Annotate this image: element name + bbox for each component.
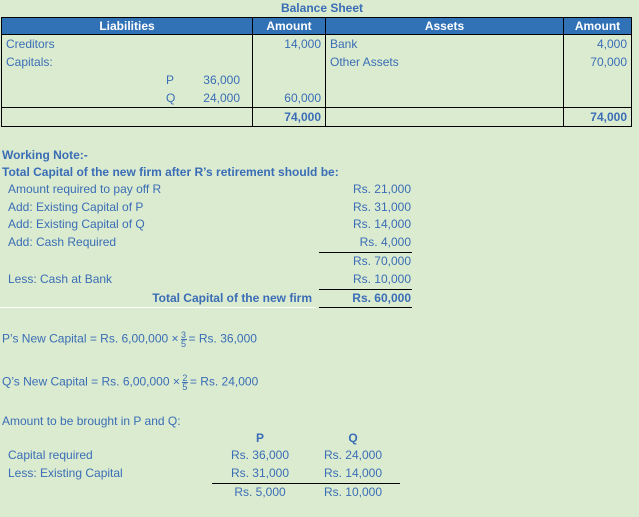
capital-q-label: Q (166, 91, 176, 105)
capital-q-amount: 24,000 (203, 91, 240, 105)
capitals-label: Capitals: (2, 53, 253, 71)
table-row (2, 71, 632, 89)
other-assets-amount: 70,000 (564, 53, 632, 71)
amount-brought-heading: Amount to be brought in P and Q: (2, 414, 181, 428)
balance-sheet-title: Balance Sheet (280, 1, 364, 15)
col-q-header: Q (348, 431, 358, 445)
wn-row-value: Rs. 14,000 (352, 217, 411, 231)
header-amount-liabilities: Amount (253, 18, 326, 35)
wn-row-label: Add: Existing Capital of P (8, 200, 144, 214)
underline (319, 307, 412, 308)
wn-row-label: Amount required to pay off R (8, 182, 162, 196)
capitals-total: 60,000 (253, 89, 326, 108)
ab-row-label: Capital required (8, 448, 93, 462)
ab-row-p: Rs. 31,000 (230, 466, 290, 480)
table-row (2, 35, 632, 54)
balance-sheet-table (1, 17, 632, 127)
assets-total: 74,000 (564, 108, 632, 127)
working-note-subheading: Total Capital of the new firm after R’s retirement should be: (2, 165, 339, 179)
other-assets-label: Other Assets (326, 53, 564, 71)
underline (319, 252, 412, 253)
ab-row-q: Rs. 24,000 (323, 448, 383, 462)
header-amount-assets: Amount (564, 18, 632, 35)
header-liabilities: Liabilities (2, 18, 253, 35)
wn-row-label: Add: Existing Capital of Q (8, 217, 145, 231)
q-new-capital: Q’s New Capital = Rs. 6,00,000 × $\frac{2}{5}$ = Rs. 24,000 (2, 373, 259, 392)
bank-amount: 4,000 (564, 35, 632, 54)
working-note-heading: Working Note:- (2, 148, 88, 162)
fraction-3-5: $\frac{3}{5}$ (181, 330, 187, 349)
table-row (2, 53, 632, 71)
wn-row-value: Rs. 4,000 (359, 235, 411, 249)
wn-subtotal-value: Rs. 70,000 (352, 254, 411, 268)
creditors-amount: 14,000 (253, 35, 326, 54)
underline (319, 289, 412, 290)
balance-sheet-header-row (2, 18, 632, 35)
capital-p-label: P (166, 73, 175, 87)
bank-label: Bank (326, 35, 564, 54)
ab-row-label: Less: Existing Capital (8, 466, 123, 480)
table-row (2, 89, 632, 108)
wn-row-value: Rs. 31,000 (352, 200, 411, 214)
wn-row-label: Less: Cash at Bank (8, 272, 113, 286)
ab-row-q: Rs. 14,000 (323, 466, 383, 480)
p-new-capital: P’s New Capital = Rs. 6,00,000 × $\frac{3}{5}$ = Rs. 36,000 (2, 330, 257, 349)
wn-total-label: Total Capital of the new firm (152, 291, 312, 305)
wn-row-value: Rs. 21,000 (352, 182, 411, 196)
wn-total-value: Rs. 60,000 (352, 291, 411, 305)
header-assets: Assets (326, 18, 564, 35)
white-rule (0, 307, 316, 308)
wn-row-value: Rs. 10,000 (352, 272, 411, 286)
creditors-label: Creditors (2, 35, 253, 54)
ab-result-p: Rs. 5,000 (234, 485, 286, 499)
wn-row-label: Add: Cash Required (8, 235, 117, 249)
underline (212, 483, 400, 484)
totals-row (2, 108, 632, 127)
ab-result-q: Rs. 10,000 (323, 485, 383, 499)
col-p-header: P (255, 431, 264, 445)
fraction-2-5: $\frac{2}{5}$ (182, 373, 188, 392)
ab-row-p: Rs. 36,000 (230, 448, 290, 462)
capital-p-amount: 36,000 (203, 73, 240, 87)
liabilities-total: 74,000 (253, 108, 326, 127)
